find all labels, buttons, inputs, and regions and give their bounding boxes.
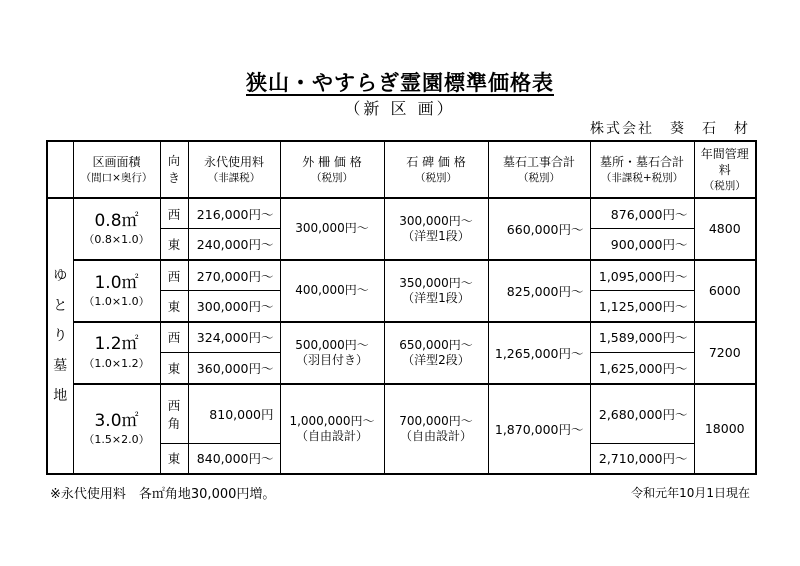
direction-cell: 西角: [160, 384, 188, 443]
header-total: 墓所・墓石合計 （非課税+税別）: [590, 141, 694, 198]
construction-cell: 1,870,000円～: [488, 384, 590, 474]
direction-cell: 東: [160, 291, 188, 322]
perpetual-cell: 216,000円～: [188, 198, 280, 229]
construction-cell: 1,265,000円～: [488, 322, 590, 384]
footnote: ※永代使用料 各㎡角地30,000円増。: [50, 487, 276, 502]
construction-cell: 825,000円～: [488, 260, 590, 322]
direction-cell: 東: [160, 353, 188, 384]
total-cell: 2,710,000円～: [590, 443, 694, 474]
page-subtitle: （新 区 画）: [344, 99, 456, 118]
fence-cell: 400,000円～: [280, 260, 384, 322]
perpetual-cell: 240,000円～: [188, 229, 280, 260]
header-row: [47, 141, 756, 198]
monument-cell: 700,000円～ （自由設計）: [384, 384, 488, 474]
header-area: 区画面積 （間口×奥行）: [73, 141, 160, 198]
total-cell: 876,000円～: [590, 198, 694, 229]
header-perpetual: 永代使用料 （非課税）: [188, 141, 280, 198]
monument-cell: 650,000円～ （洋型2段）: [384, 322, 488, 384]
header-monument: 石 碑 価 格 （税別）: [384, 141, 488, 198]
fence-cell: 300,000円～: [280, 198, 384, 260]
fence-cell: 500,000円～ （羽目付き）: [280, 322, 384, 384]
page-title: 狭山・やすらぎ霊園標準価格表: [246, 71, 554, 95]
perpetual-cell: 810,000円: [188, 384, 280, 443]
total-cell: 1,625,000円～: [590, 353, 694, 384]
direction-cell: 西: [160, 260, 188, 291]
effective-date: 令和元年10月1日現在: [631, 486, 750, 500]
total-cell: 1,589,000円～: [590, 322, 694, 353]
direction-cell: 西: [160, 198, 188, 229]
area-cell: 3.0㎡ （1.5×2.0）: [73, 384, 160, 474]
header-fence: 外 柵 価 格 （税別）: [280, 141, 384, 198]
header-annual: 年間管理料 （税別）: [694, 141, 756, 198]
area-cell: 1.0㎡ （1.0×1.0）: [73, 260, 160, 322]
annual-cell: 18000: [694, 384, 756, 474]
direction-cell: 東: [160, 443, 188, 474]
area-cell: 0.8㎡ （0.8×1.0）: [73, 198, 160, 260]
header-direction: 向き: [160, 141, 188, 198]
construction-cell: 660,000円～: [488, 198, 590, 260]
header-blank: [47, 141, 73, 198]
table-row: [47, 322, 756, 353]
annual-cell: 6000: [694, 260, 756, 322]
price-table: [46, 140, 757, 475]
category-label: ゆ と り 墓 地: [47, 198, 73, 474]
table-row: [47, 384, 756, 443]
annual-cell: 4800: [694, 198, 756, 260]
perpetual-cell: 360,000円～: [188, 353, 280, 384]
perpetual-cell: 324,000円～: [188, 322, 280, 353]
table-row: [47, 260, 756, 291]
total-cell: 900,000円～: [590, 229, 694, 260]
annual-cell: 7200: [694, 322, 756, 384]
direction-cell: 東: [160, 229, 188, 260]
total-cell: 1,125,000円～: [590, 291, 694, 322]
table-row: [47, 198, 756, 229]
perpetual-cell: 300,000円～: [188, 291, 280, 322]
header-construction: 墓石工事合計 （税別）: [488, 141, 590, 198]
area-cell: 1.2㎡ （1.0×1.2）: [73, 322, 160, 384]
total-cell: 1,095,000円～: [590, 260, 694, 291]
monument-cell: 350,000円～ （洋型1段）: [384, 260, 488, 322]
direction-cell: 西: [160, 322, 188, 353]
fence-cell: 1,000,000円～ （自由設計）: [280, 384, 384, 474]
perpetual-cell: 840,000円～: [188, 443, 280, 474]
monument-cell: 300,000円～ （洋型1段）: [384, 198, 488, 260]
perpetual-cell: 270,000円～: [188, 260, 280, 291]
company-name: 株式会社 葵 石 材: [590, 121, 750, 137]
total-cell: 2,680,000円～: [590, 384, 694, 443]
